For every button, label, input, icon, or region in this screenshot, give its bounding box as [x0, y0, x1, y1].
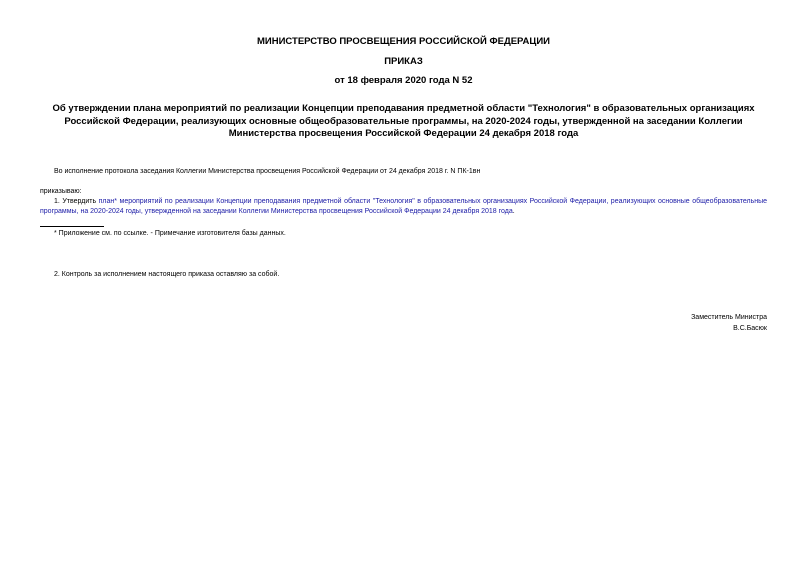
order-heading: ПРИКАЗ — [384, 56, 423, 67]
item-2-paragraph: 2. Контроль за исполнением настоящего приказа оставляю за собой. — [54, 271, 280, 278]
footnote: * Приложение см. по ссылке. - Примечание изготовителя базы данных. — [54, 230, 286, 237]
signatory-name: В.С.Басюк — [733, 325, 767, 332]
order-date-number: от 18 февраля 2020 года N 52 — [334, 75, 473, 86]
item-1-suffix: . — [512, 208, 515, 215]
item-1-paragraph — [40, 197, 767, 217]
execution-paragraph: Во исполнение протокола заседания Коллегии Министерства просвещения Российской Федерации от 24 декабря 2018 г. N ПК-1вн — [54, 168, 481, 175]
order-subject: Об утверждении плана мероприятий по реализации Концепции преподавания предметной области "Технология" в образовательных организациях Российской Федерации, реализующих основные общеобразовательные программы, на 2020-2024 годы, утвержденной на заседании Коллегии Министерства просвещения Российской Федерации 24 декабря 2018 года — [52, 103, 755, 139]
order-word: приказываю: — [40, 188, 82, 195]
signatory-title: Заместитель Министра — [691, 314, 767, 321]
item-1-prefix: 1. Утвердить — [54, 198, 99, 205]
plan-link[interactable]: план* мероприятий по реализации Концепции преподавания предметной области "Технология" в образовательных организациях Российской Федерации, реализующих основные общеобразовательные программы, на 2020-2024 годы, утвержденной на заседании Коллегии Министерства просвещения Российской Федерации 24 декабря 2018 года — [40, 198, 768, 215]
ministry-heading: МИНИСТЕРСТВО ПРОСВЕЩЕНИЯ РОССИЙСКОЙ ФЕДЕРАЦИИ — [256, 36, 551, 47]
footnote-divider — [40, 226, 104, 227]
